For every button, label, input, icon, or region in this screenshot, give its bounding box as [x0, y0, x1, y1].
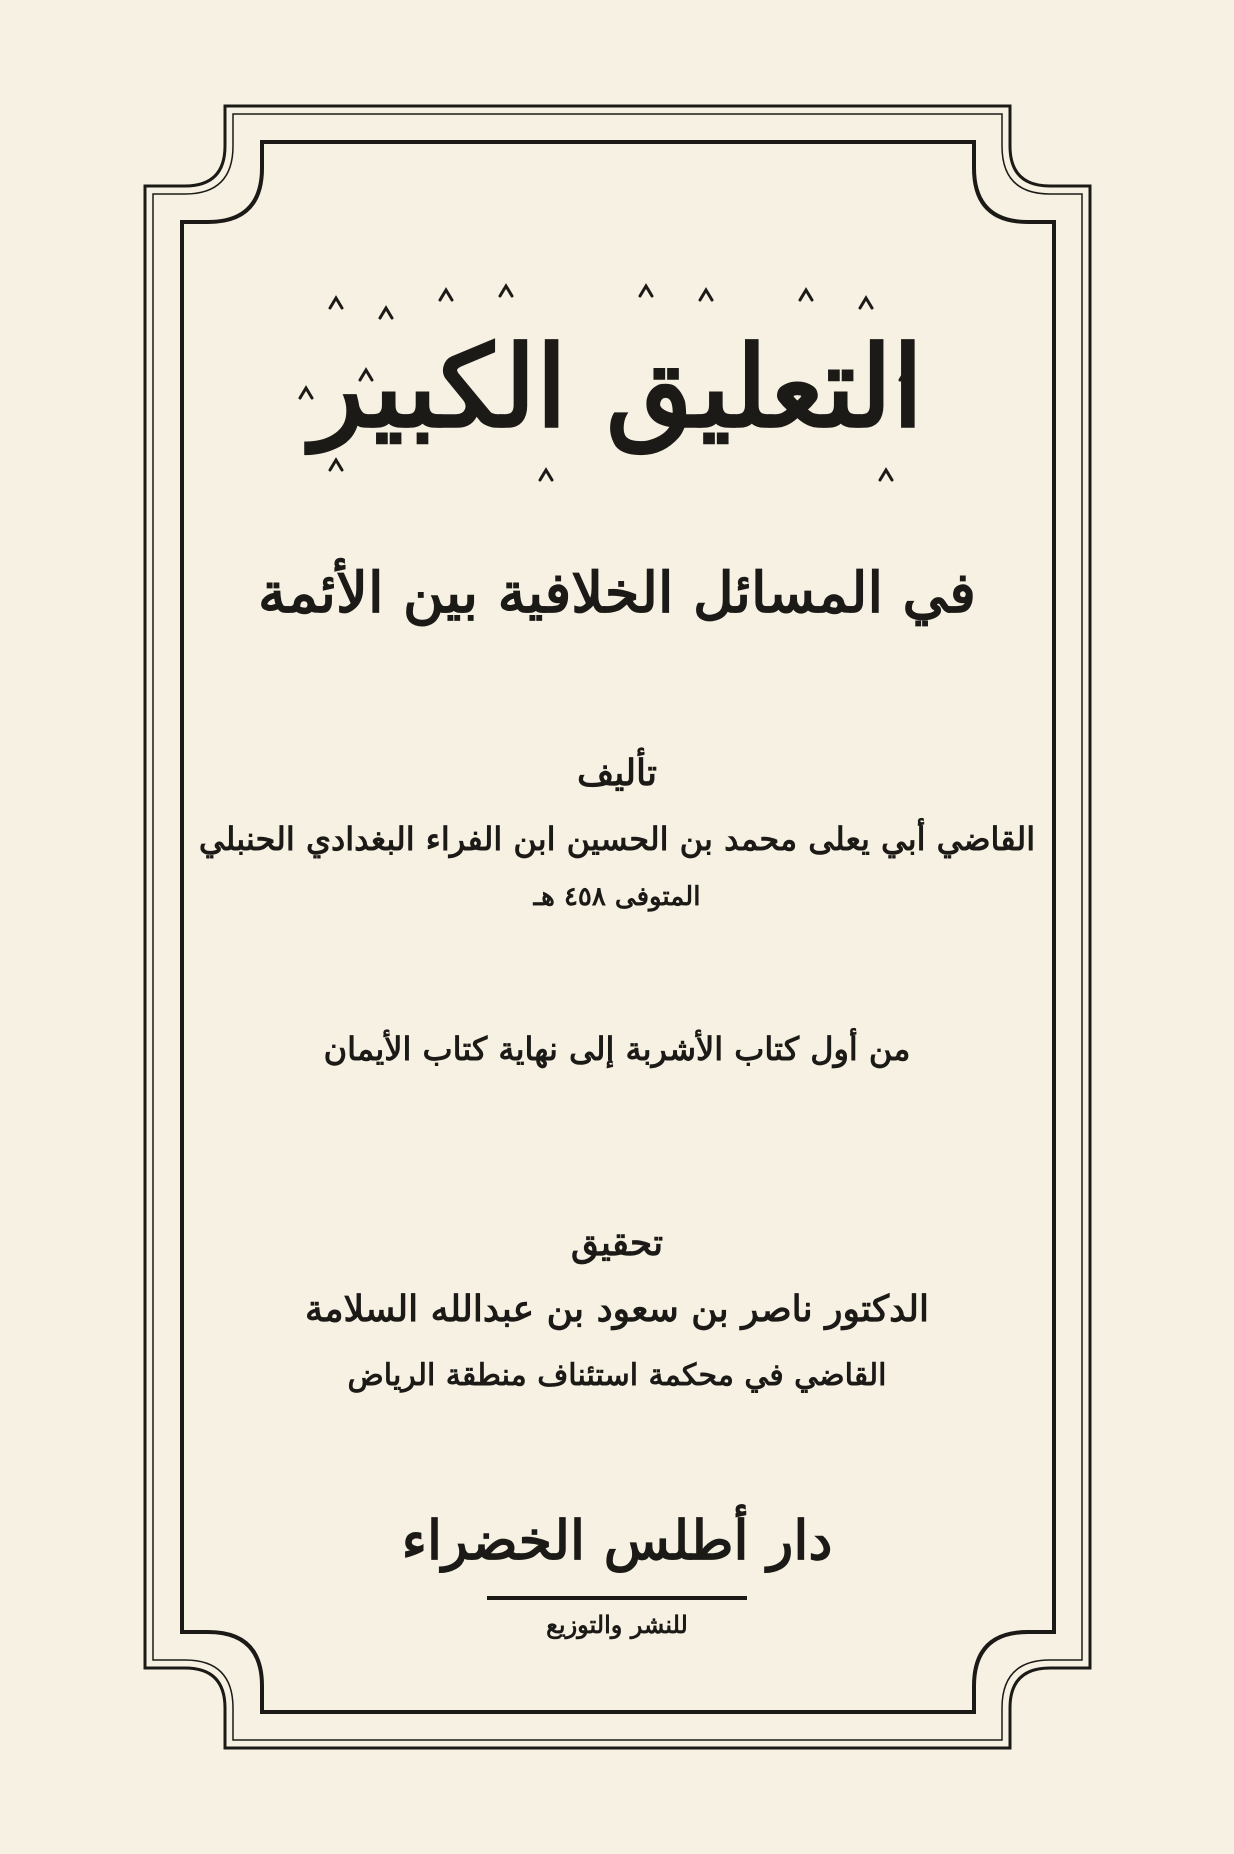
editor-role: القاضي في محكمة استئناف منطقة الرياض [347, 1358, 887, 1393]
volume-scope: من أول كتاب الأشربة إلى نهاية كتاب الأيمان [323, 1030, 911, 1068]
book-subtitle: في المسائل الخلافية بين الأئمة [258, 560, 976, 626]
author-death-date: المتوفى ٤٥٨ هـ [533, 882, 701, 912]
author-name: القاضي أبي يعلى محمد بن الحسين ابن الفراء البغدادي الحنبلي [198, 820, 1036, 858]
publisher-divider [487, 1596, 747, 1600]
publisher-logo: دار أطلس الخضراء [401, 1508, 833, 1572]
book-title: التعليق الكبير [310, 322, 924, 453]
author-label: تأليف [576, 752, 658, 794]
editor-label: تحقيق [570, 1222, 664, 1264]
editor-name: الدكتور ناصر بن سعود بن عبدالله السلامة [304, 1288, 930, 1330]
title-page [150, 0, 1084, 1854]
publisher-tagline: للنشر والتوزيع [546, 1610, 688, 1639]
